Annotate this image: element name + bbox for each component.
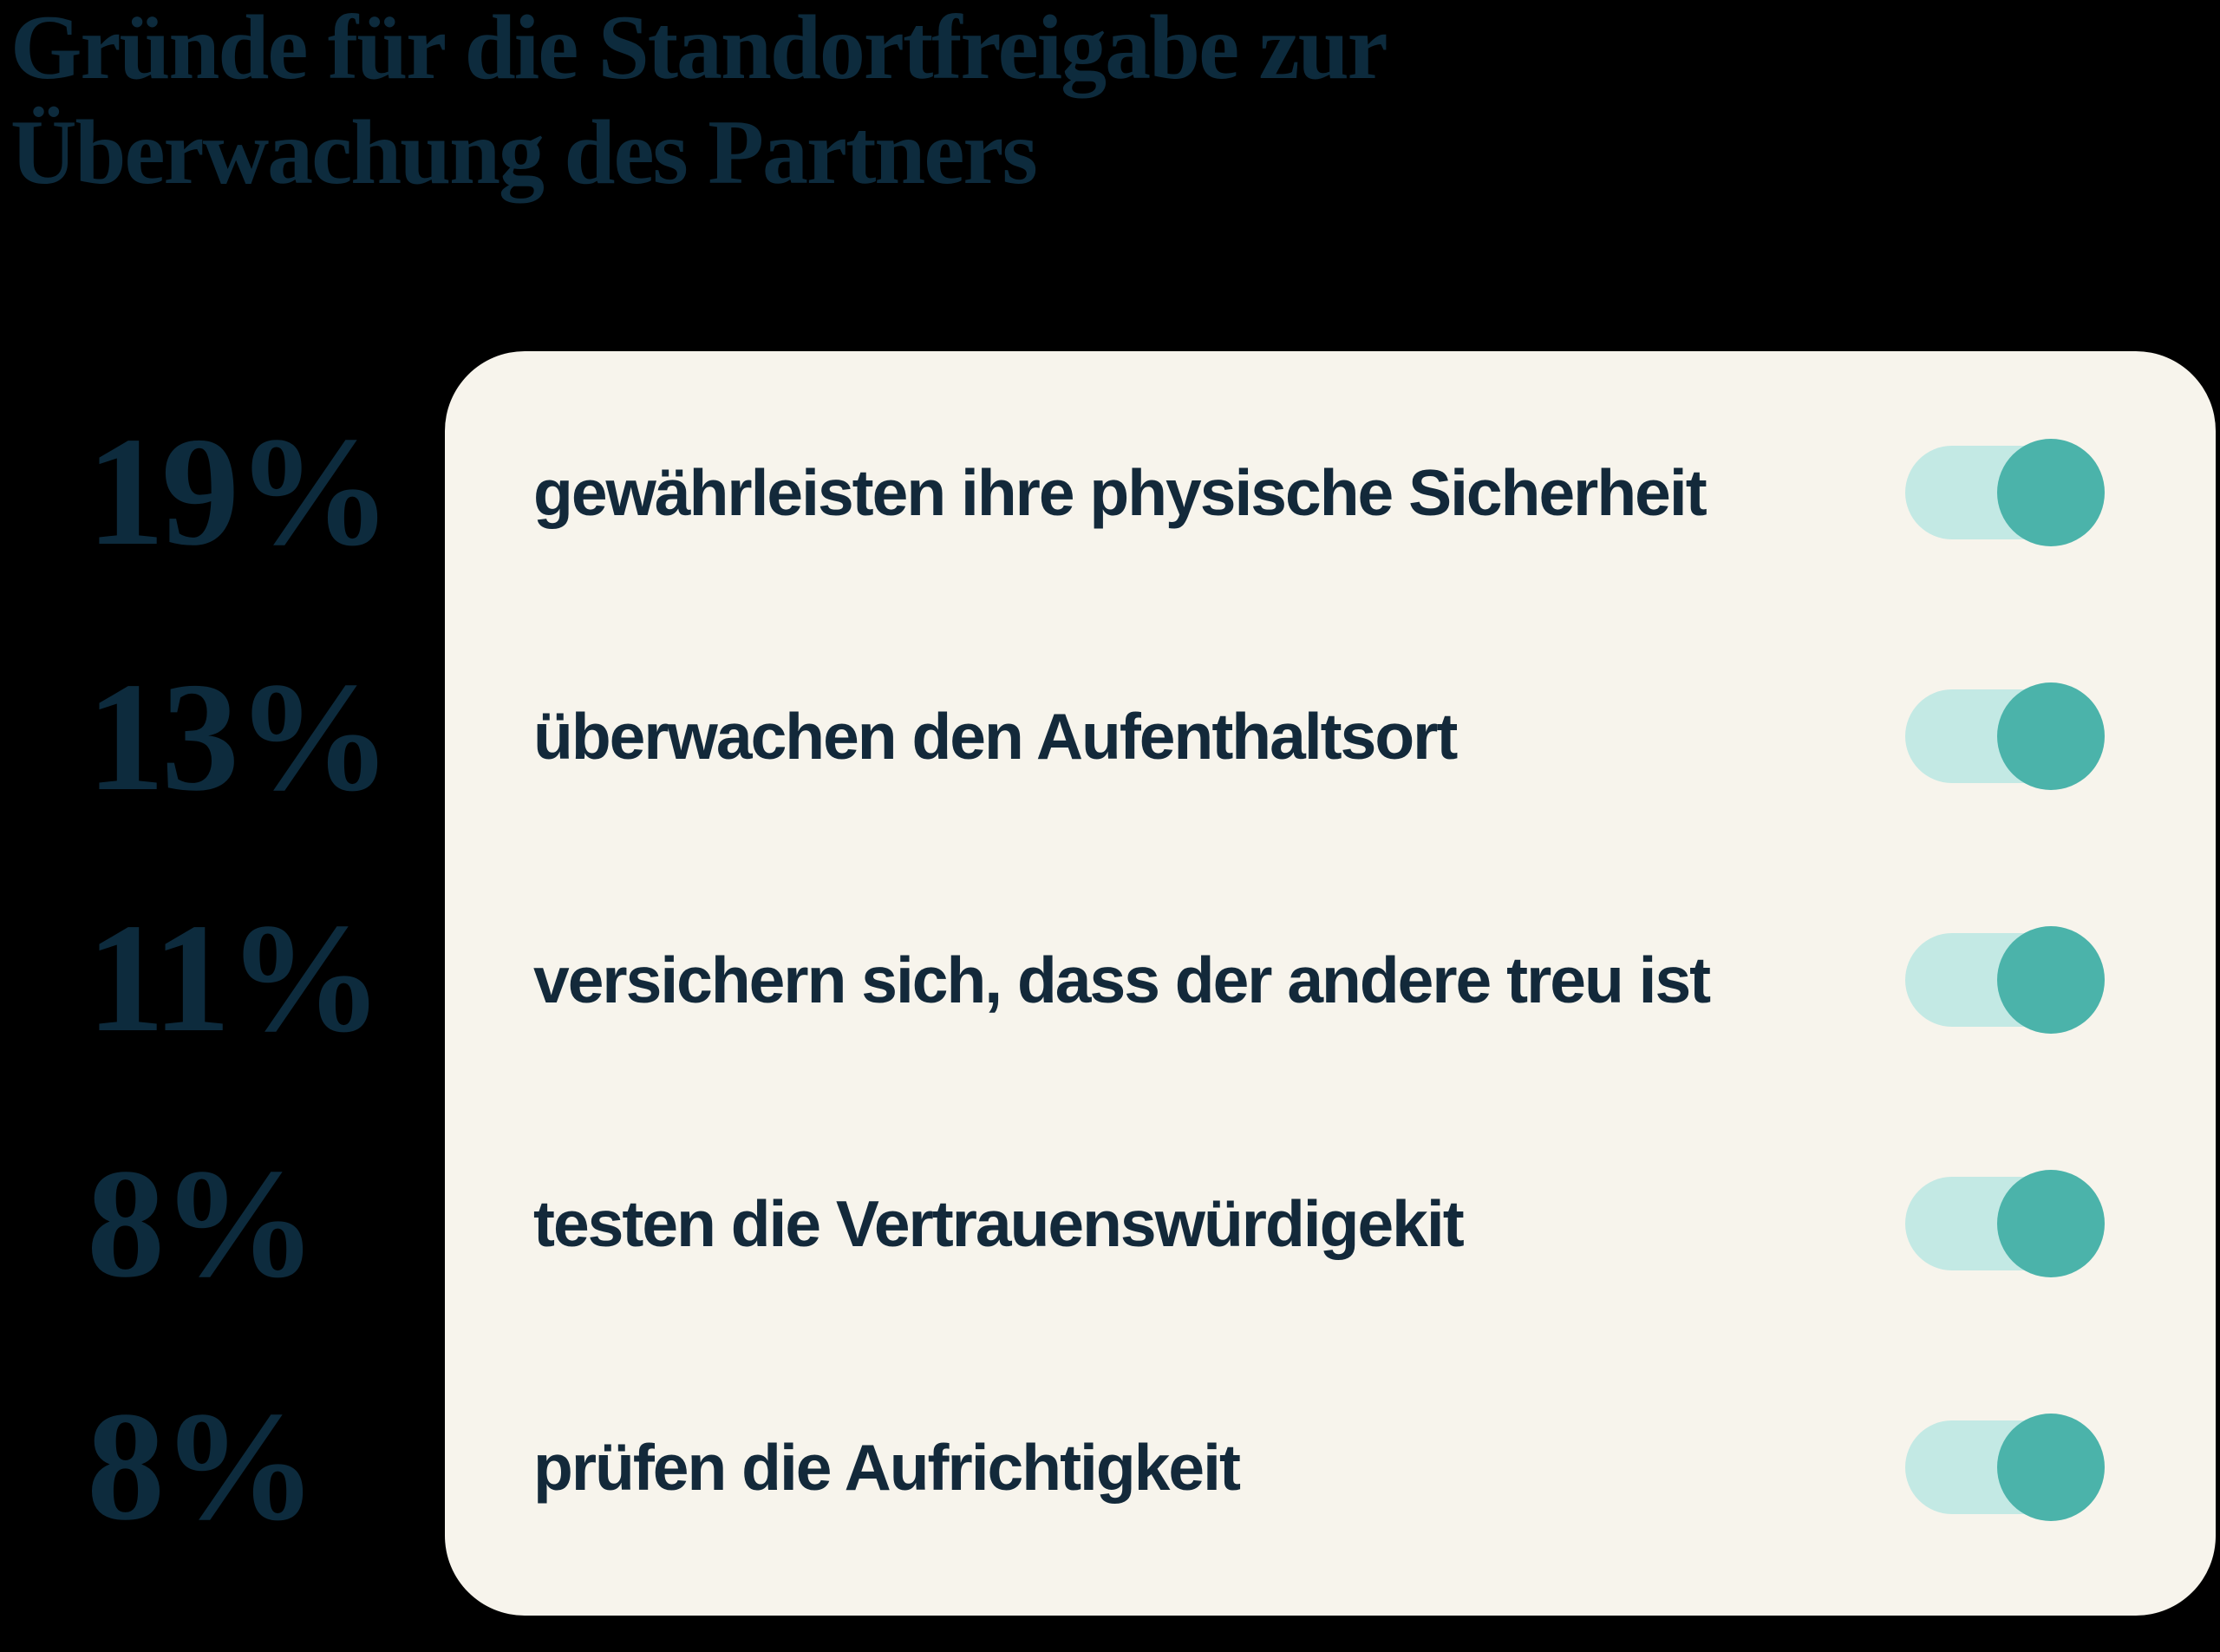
toggle-knob: [1997, 1414, 2105, 1521]
percent-value: 13%: [87, 650, 388, 823]
reason-row: [445, 858, 2216, 1101]
percent-value: 11%: [87, 891, 381, 1064]
percent-value: 8%: [87, 1137, 314, 1309]
toggle-knob: [1997, 682, 2105, 790]
reasons-card: [445, 351, 2216, 1616]
toggle-switch[interactable]: [1905, 682, 2105, 790]
reason-row: [445, 614, 2216, 858]
reason-label: überwachen den Aufenthaltsort: [533, 699, 1457, 773]
toggle-knob: [1997, 926, 2105, 1034]
toggle-switch[interactable]: [1905, 1414, 2105, 1521]
chart-title-line-1: Gründe für die Standortfreigabe zur: [10, 0, 1387, 98]
chart-title-line-2: Überwachung des Partners: [10, 101, 1036, 203]
percent-value: 8%: [87, 1380, 314, 1552]
toggle-switch[interactable]: [1905, 926, 2105, 1034]
reason-label: testen die Vertrauenswürdigekit: [533, 1186, 1463, 1260]
reason-row: [445, 370, 2216, 614]
percent-value: 19%: [87, 405, 388, 578]
toggle-switch[interactable]: [1905, 439, 2105, 546]
reason-row: [445, 1101, 2216, 1345]
toggle-knob: [1997, 1170, 2105, 1277]
reason-label: versichern sich, dass der andere treu ist: [533, 943, 1710, 1016]
toggle-switch[interactable]: [1905, 1170, 2105, 1277]
reason-label: gewährleisten ihre physische Sicherheit: [533, 455, 1706, 529]
toggle-knob: [1997, 439, 2105, 546]
reason-label: prüfen die Aufrichtigkeit: [533, 1430, 1239, 1504]
chart-title: [10, 0, 1387, 205]
reason-row: [445, 1345, 2216, 1589]
